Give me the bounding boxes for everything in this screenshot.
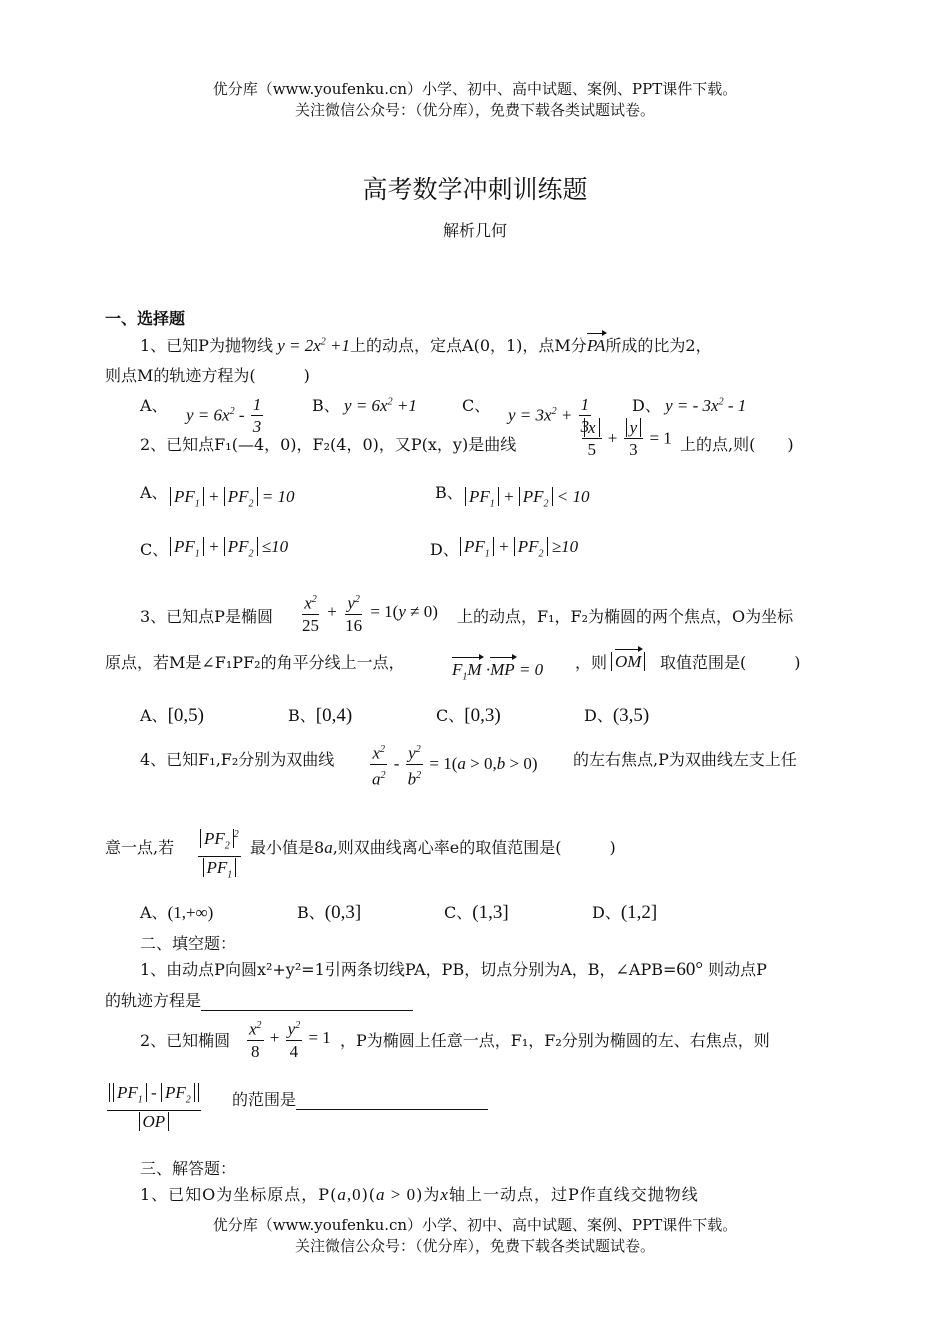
q2-option-a-formula: $PF_1 + PF_2 = 10$ [170, 487, 295, 509]
q4-line-2-mid: 最小值是8a,则双曲线离心率e的取值范围是( ) [250, 838, 616, 857]
q2-curve-formula: $\frac{x}{5}$ + $\frac{y}{3}$ = 1 [580, 418, 672, 461]
q3-option-d: D、(3,5) [584, 705, 650, 726]
q3-ellipse-formula: $\frac{x^2}{25}$ + $\frac{y^2}{16}$ = 1(y ≠ 0) [298, 590, 438, 637]
s2-q1-line-1: 1、由动点P向圆x²+y²=1引两条切线PA，PB，切点分别为A，B，∠APB=60° 则动点P [140, 959, 767, 980]
s2-q2-head: 2、已知椭圆 [140, 1031, 231, 1050]
s2-q2-ellipse-formula: $\frac{x^2}{8}$ + $\frac{y^2}{4}$ = 1 [245, 1016, 331, 1063]
q4-hyperbola-formula: $\frac{x^2}{a^2}$ - $\frac{y^2}{b^2}$ = 1(a > 0,b > 0) [368, 740, 538, 790]
s2-q2-tail: ，P为椭圆上任意一点，F₁，F₂分别为椭圆的左、右焦点，则 [340, 1031, 770, 1050]
q3-line-2-then: ，则 [575, 653, 608, 672]
s2-q2-ratio-formula: $\frac{PF_1 - PF_2}{OP}$ [105, 1083, 203, 1133]
s3-q1-line-1: 1、已知O为坐标原点，P(a,0)(a > 0)为x轴上一动点，过P作直线交抛物线 [140, 1185, 699, 1204]
q3-line-1-head: 3、已知点P是椭圆 [140, 607, 273, 626]
section-choice-heading: 一、选择题 [105, 309, 186, 328]
q3-line-1-tail: 上的动点，F₁，F₂为椭圆的两个焦点，O为坐标 [457, 607, 794, 626]
q2-line-1: 2、已知点F₁(—4，0)，F₂(4，0)，又P(x，y)是曲线 [140, 435, 517, 454]
header-line-2: 关注微信公众号：（优分库），免费下载各类试题试卷。 [294, 101, 655, 119]
q3-options: A、[0,5) [140, 705, 204, 726]
q2-option-b-label: B、 [435, 483, 463, 502]
q1-line-2: 则点M的轨迹方程为( ) [105, 366, 310, 385]
q1-option-b: B、 $y = 6x^2 +1$ [312, 396, 417, 415]
q2-option-c-label: C、 [140, 540, 169, 559]
q4-option-c: C、(1,3] [444, 902, 509, 923]
section-answer-heading: 三、解答题： [140, 1159, 237, 1178]
q1-option-a-formula: $y = 6x^2$ - $\frac{1}{3}$ [186, 395, 262, 436]
s2-q1-line-2: 的轨迹方程是 [105, 988, 413, 1011]
q3-vector-condition: $F_1M \cdot MP = 0$ [452, 660, 544, 683]
footer-line-1: 优分库（www.youfenku.cn）小学、初中、高中试题、案例、PPT课件下载。 [212, 1216, 738, 1234]
q2-option-d-label: D、 [430, 540, 459, 559]
q4-option-a: A、(1,+∞) [140, 903, 214, 922]
footer-line-2: 关注微信公众号：（优分库），免费下载各类试题试卷。 [294, 1237, 655, 1255]
q1-options: A、 [140, 396, 168, 415]
page-title: 高考数学冲刺训练题 [362, 175, 588, 204]
q4-line-1-head: 4、已知F₁,F₂分别为双曲线 [140, 750, 335, 769]
q1-line-1: 1、已知P为抛物线 $y = 2x^2 +1$上的动点，定点A(0，1)，点M分PA所成的比为2， [140, 336, 712, 355]
answer-blank-1[interactable] [201, 992, 413, 1011]
header-line-1: 优分库（www.youfenku.cn）小学、初中、高中试题、案例、PPT课件下载。 [212, 80, 738, 98]
q3-option-c: C、[0,3) [436, 705, 501, 726]
q3-option-b: B、[0,4) [288, 705, 353, 726]
q3-line-2-tail: 取值范围是( ) [660, 653, 801, 672]
q1-parabola-formula: $y = 2x^2 +1$ [272, 336, 351, 355]
q1-option-c-formula: $y = 3x^2$ + $\frac{1}{3}$ [508, 395, 590, 436]
q3-line-2-head: 原点，若M是∠F₁PF₂的角平分线上一点， [105, 653, 405, 672]
q3-om-abs: OM [611, 652, 645, 672]
q4-option-b: B、(0,3] [297, 902, 362, 923]
q4-ratio-formula: $\frac{PF_2^2}{PF_1}$ [196, 825, 243, 886]
section-fill-heading: 二、填空题： [140, 934, 237, 953]
s2-q2-range: 的范围是 [232, 1087, 488, 1110]
q2-option-d-formula: $PF_1 + PF_2 \ge 10$ [460, 537, 578, 559]
q2-option-b-formula: $PF_1 + PF_2 < 10$ [465, 487, 590, 509]
answer-blank-2[interactable] [296, 1091, 488, 1110]
q2-option-a-label: A、 [140, 483, 168, 502]
q2-option-c-formula: $PF_1 + PF_2 \le 10$ [170, 537, 288, 559]
page-subtitle: 解析几何 [442, 221, 507, 240]
q1-option-c-label: C、 [462, 396, 491, 415]
q4-option-d: D、(1,2] [592, 902, 658, 923]
vector-pa: PA [586, 336, 606, 355]
q4-line-2-head: 意一点,若 [105, 838, 175, 857]
q1-option-d: D、 y = - $3x^2 - 1$ [632, 396, 747, 415]
q4-line-1-tail: 的左右焦点,P为双曲线左支上任 [573, 750, 797, 769]
q2-line-1-tail: 上的点,则( ) [680, 435, 794, 454]
